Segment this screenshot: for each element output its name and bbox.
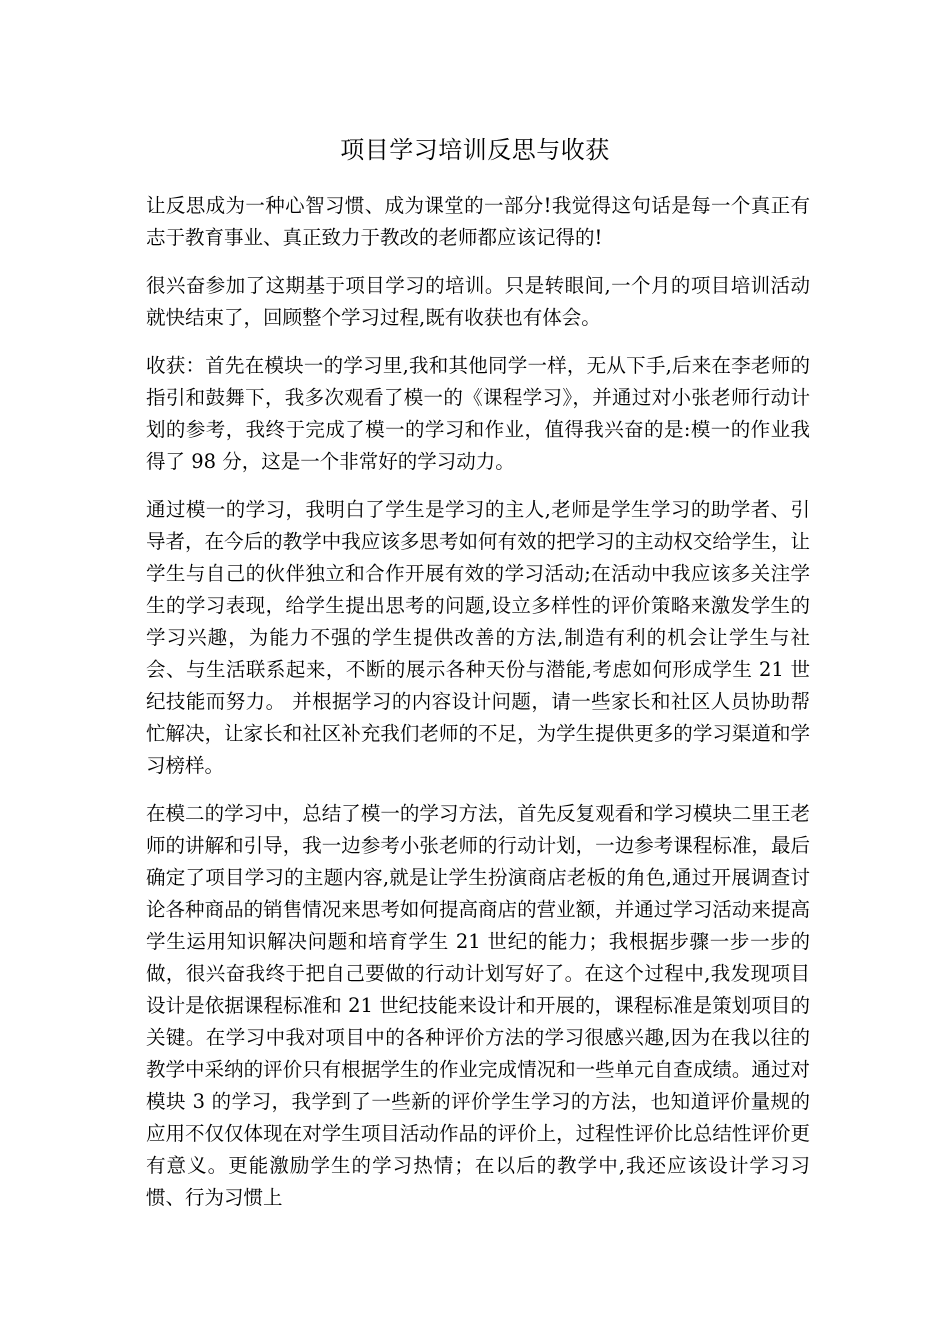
paragraph-module-one: 通过模一的学习，我明白了学生是学习的主人,老师是学生学习的助学者、引导者，在今后的教学中我应该多思考如何有效的把学习的主动权交给学生，让学生与自己的伙伴独立和合作开展有效的学习活动;在活动中我应该多关注学生的学习表现，给学生提出思考的问题,设立多样性的评价策略来激发学生的学习兴趣，为能力不强的学生提供改善的方法,制造有利的机会让学生与社会、与生活联系起来，不断的展示各种天份与潜能,考虑如何形成学生 21 世纪技能而努力。 并根据学习的内容设计问题，请一些家长和社区人员协助帮忙解决，让家长和社区补充我们老师的不足，为学生提供更多的学习渠道和学习榜样。 xyxy=(146,498,810,777)
paragraph-module-two: 在模二的学习中，总结了模一的学习方法，首先反复观看和学习模块二里王老师的讲解和引导，我一边参考小张老师的行动计划，一边参考课程标准，最后确定了项目学习的主题内容,就是让学生扮演商店老板的角色,通过开展调查讨论各种商品的销售情况来思考如何提高商店的营业额，并通过学习活动来提高学生运用知识解决问题和培育学生 21 世纪的能力；我根据步骤一步一步的做，很兴奋我终于把自己要做的行动计划写好了。在这个过程中,我发现项目设计是依据课程标准和 21 世纪技能来设计和开展的，课程标准是策划项目的关键。在学习中我对项目中的各种评价方法的学习很感兴趣,因为在我以往的教学中采纳的评价只有根据学生的作业完成情况和一些单元自查成绩。通过对模块 3 的学习，我学到了一些新的评价学生学习的方法，也知道评价量规的应用不仅仅体现在对学生项目活动作品的评价上，过程性评价比总结性评价更有意义。更能激励学生的学习热情；在以后的教学中,我还应该设计学习习惯、行为习惯上 xyxy=(146,802,810,1209)
paragraph-training: 很兴奋参加了这期基于项目学习的培训。只是转眼间,一个月的项目培训活动就快结束了，回顾整个学习过程,既有收获也有体会。 xyxy=(146,274,810,329)
paragraph-harvest: 收获：首先在模块一的学习里,我和其他同学一样，无从下手,后来在李老师的指引和鼓舞下，我多次观看了模一的《课程学习》，并通过对小张老师行动计划的参考，我终于完成了模一的学习和作业，值得我兴奋的是:模一的作业我得了 98 分，这是一个非常好的学习动力。 xyxy=(146,354,810,473)
document-body xyxy=(146,190,810,1230)
paragraph-intro: 让反思成为一种心智习惯、成为课堂的一部分!我觉得这句话是每一个真正有志于教育事业、真正致力于教改的老师都应该记得的! xyxy=(146,194,810,249)
document-title: 项目学习培训反思与收获 xyxy=(340,136,610,164)
